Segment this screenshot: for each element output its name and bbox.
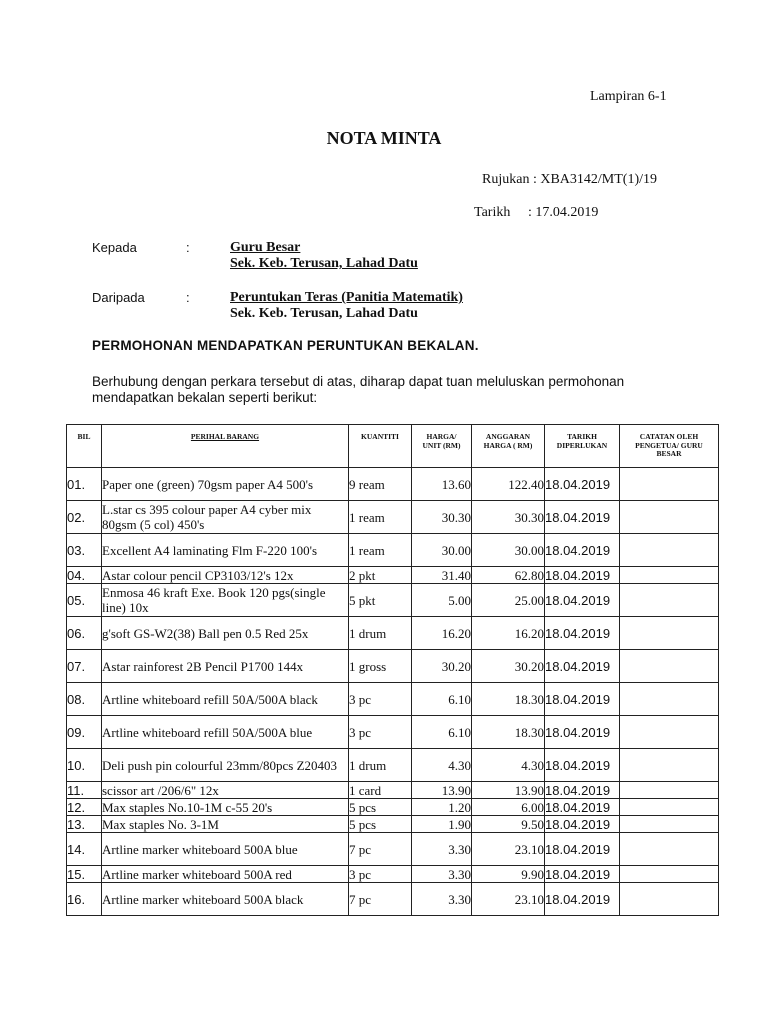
row-number: 04. [67,567,102,584]
item-quantity: 1 ream [349,534,412,567]
item-unit-price: 6.10 [412,716,472,749]
item-unit-price: 3.30 [412,883,472,916]
table-row [67,833,719,866]
sender-colon: : [186,290,190,305]
date-label: Tarikh [474,205,511,220]
item-estimate: 30.00 [472,534,545,567]
item-remarks [620,833,719,866]
item-description: L.star cs 395 colour paper A4 cyber mix 80gsm (5 col) 450's [102,501,349,534]
col-header-date-needed: TARIKH DIPERLUKAN [545,425,620,468]
item-date-needed: 18.04.2019 [545,749,620,782]
table-row [67,716,719,749]
sender-label: Daripada [92,290,145,305]
row-number: 14. [67,833,102,866]
items-table [66,424,719,916]
item-description: g'soft GS-W2(38) Ball pen 0.5 Red 25x [102,617,349,650]
item-date-needed: 18.04.2019 [545,782,620,799]
col-header-estimate: ANGGARAN HARGA ( RM) [472,425,545,468]
item-description: Deli push pin colourful 23mm/80pcs Z20403 [102,749,349,782]
row-number: 07. [67,650,102,683]
row-number: 10. [67,749,102,782]
item-description: Max staples No. 3-1M [102,816,349,833]
item-quantity: 5 pkt [349,584,412,617]
table-row [67,468,719,501]
attachment-label: Lampiran 6-1 [590,89,667,104]
item-unit-price: 3.30 [412,866,472,883]
recipient-colon: : [186,240,190,255]
row-number: 13. [67,816,102,833]
item-estimate: 25.00 [472,584,545,617]
row-number: 06. [67,617,102,650]
item-unit-price: 31.40 [412,567,472,584]
item-date-needed: 18.04.2019 [545,716,620,749]
item-estimate: 30.30 [472,501,545,534]
item-description: scissor art /206/6" 12x [102,782,349,799]
request-paragraph: Berhubung dengan perkara tersebut di atas, diharap dapat tuan meluluskan permohonan mendapatkan bekalan seperti berikut: [92,374,625,405]
item-description: Artline marker whiteboard 500A blue [102,833,349,866]
item-unit-price: 3.30 [412,833,472,866]
reference-number: Rujukan : XBA3142/MT(1)/19 [482,172,657,187]
item-remarks [620,617,719,650]
item-description: Enmosa 46 kraft Exe. Book 120 pgs(single line) 10x [102,584,349,617]
item-unit-price: 4.30 [412,749,472,782]
item-remarks [620,799,719,816]
item-remarks [620,584,719,617]
row-number: 15. [67,866,102,883]
item-estimate: 13.90 [472,782,545,799]
table-row [67,816,719,833]
item-estimate: 4.30 [472,749,545,782]
item-unit-price: 1.90 [412,816,472,833]
col-header-item: PERIHAL BARANG [102,425,349,468]
item-date-needed: 18.04.2019 [545,650,620,683]
item-remarks [620,501,719,534]
item-description: Excellent A4 laminating Flm F-220 100's [102,534,349,567]
table-row [67,683,719,716]
subject-heading: PERMOHONAN MENDAPATKAN PERUNTUKAN BEKALAN. [92,338,479,353]
item-unit-price: 6.10 [412,683,472,716]
item-estimate: 9.90 [472,866,545,883]
table-row [67,650,719,683]
table-row [67,534,719,567]
item-estimate: 6.00 [472,799,545,816]
sender-school: Sek. Keb. Terusan, Lahad Datu [230,306,418,321]
item-quantity: 9 ream [349,468,412,501]
item-date-needed: 18.04.2019 [545,833,620,866]
recipient-name: Guru Besar [230,240,301,255]
table-row [67,617,719,650]
item-unit-price: 13.60 [412,468,472,501]
item-description: Artline marker whiteboard 500A black [102,883,349,916]
recipient-label: Kepada [92,240,137,255]
item-estimate: 9.50 [472,816,545,833]
item-unit-price: 30.30 [412,501,472,534]
item-remarks [620,816,719,833]
item-estimate: 23.10 [472,883,545,916]
row-number: 01. [67,468,102,501]
row-number: 11. [67,782,102,799]
item-quantity: 7 pc [349,833,412,866]
col-header-unit-price: HARGA/ UNIT (RM) [412,425,472,468]
item-description: Artline whiteboard refill 50A/500A black [102,683,349,716]
item-unit-price: 13.90 [412,782,472,799]
table-row [67,501,719,534]
recipient-school: Sek. Keb. Terusan, Lahad Datu [230,256,418,271]
item-remarks [620,534,719,567]
table-row [67,799,719,816]
item-quantity: 3 pc [349,866,412,883]
row-number: 12. [67,799,102,816]
date-value: : 17.04.2019 [528,205,599,220]
item-description: Astar colour pencil CP3103/12's 12x [102,567,349,584]
page-title: NOTA MINTA [326,128,442,148]
item-unit-price: 30.00 [412,534,472,567]
item-estimate: 30.20 [472,650,545,683]
item-quantity: 3 pc [349,716,412,749]
item-estimate: 23.10 [472,833,545,866]
row-number: 02. [67,501,102,534]
row-number: 05. [67,584,102,617]
item-estimate: 16.20 [472,617,545,650]
item-date-needed: 18.04.2019 [545,468,620,501]
row-number: 16. [67,883,102,916]
item-date-needed: 18.04.2019 [545,534,620,567]
item-quantity: 3 pc [349,683,412,716]
item-remarks [620,683,719,716]
item-quantity: 1 drum [349,617,412,650]
item-quantity: 1 drum [349,749,412,782]
item-quantity: 5 pcs [349,816,412,833]
table-row [67,567,719,584]
item-remarks [620,883,719,916]
item-date-needed: 18.04.2019 [545,866,620,883]
row-number: 03. [67,534,102,567]
item-estimate: 18.30 [472,716,545,749]
item-remarks [620,782,719,799]
item-description: Artline marker whiteboard 500A red [102,866,349,883]
item-date-needed: 18.04.2019 [545,617,620,650]
item-remarks [620,716,719,749]
item-quantity: 1 gross [349,650,412,683]
item-remarks [620,866,719,883]
item-estimate: 18.30 [472,683,545,716]
item-unit-price: 1.20 [412,799,472,816]
item-date-needed: 18.04.2019 [545,501,620,534]
table-row [67,584,719,617]
table-row [67,866,719,883]
col-header-bil: BIL [67,425,102,468]
item-quantity: 7 pc [349,883,412,916]
sender-name: Peruntukan Teras (Panitia Matematik) [230,290,463,305]
item-description: Max staples No.10-1M c-55 20's [102,799,349,816]
item-quantity: 1 card [349,782,412,799]
item-date-needed: 18.04.2019 [545,799,620,816]
item-description: Artline whiteboard refill 50A/500A blue [102,716,349,749]
item-date-needed: 18.04.2019 [545,683,620,716]
item-unit-price: 30.20 [412,650,472,683]
item-unit-price: 5.00 [412,584,472,617]
item-estimate: 62.80 [472,567,545,584]
item-date-needed: 18.04.2019 [545,816,620,833]
col-header-qty: KUANTITI [349,425,412,468]
item-quantity: 5 pcs [349,799,412,816]
item-unit-price: 16.20 [412,617,472,650]
item-date-needed: 18.04.2019 [545,883,620,916]
col-header-remarks: CATATAN OLEH PENGETUA/ GURU BESAR [620,425,719,468]
item-remarks [620,567,719,584]
item-quantity: 1 ream [349,501,412,534]
table-row [67,749,719,782]
item-remarks [620,468,719,501]
item-description: Astar rainforest 2B Pencil P1700 144x [102,650,349,683]
item-quantity: 2 pkt [349,567,412,584]
row-number: 08. [67,683,102,716]
row-number: 09. [67,716,102,749]
item-remarks [620,650,719,683]
table-row [67,782,719,799]
item-date-needed: 18.04.2019 [545,584,620,617]
table-row [67,883,719,916]
item-estimate: 122.40 [472,468,545,501]
item-description: Paper one (green) 70gsm paper A4 500's [102,468,349,501]
item-remarks [620,749,719,782]
item-date-needed: 18.04.2019 [545,567,620,584]
